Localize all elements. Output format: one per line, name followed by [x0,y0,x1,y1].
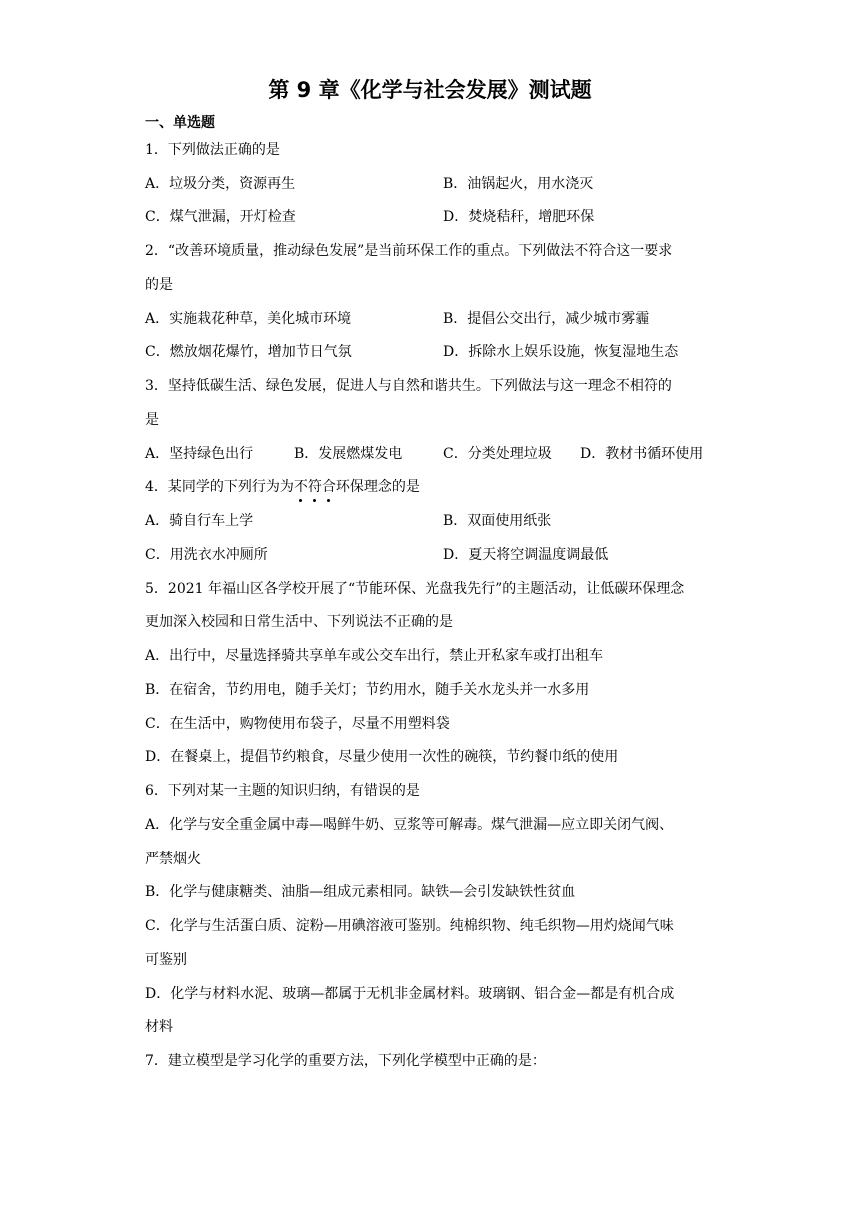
section-heading: 一、单选题 [145,115,215,131]
question-2-option-a: A．实施栽花种草，美化城市环境 [145,311,352,327]
question-3-option-c: C．分类处理垃圾 [443,446,552,462]
question-1-stem: 1．下列做法正确的是 [145,142,280,158]
question-6-option-c-cont: 可鉴别 [145,952,187,968]
question-3-stem: 3．坚持低碳生活、绿色发展，促进人与自然和谐共生。下列做法与这一理念不相符的 [145,378,672,394]
emphasis-char: 合 [321,479,336,495]
question-5-option-c: C．在生活中，购物使用布袋子，尽量不用塑料袋 [145,716,450,732]
question-5-option-d: D．在餐桌上，提倡节约粮食，尽量少使用一次性的碗筷，节约餐巾纸的使用 [145,749,619,765]
question-2-stem-cont: 的是 [145,277,173,293]
question-1-option-a: A．垃圾分类，资源再生 [145,176,296,192]
question-3-stem-cont: 是 [145,412,159,428]
question-1-option-c: C．煤气泄漏，开灯检查 [145,209,296,225]
question-4-option-c: C．用洗衣水冲厕所 [145,547,268,563]
question-4-stem-start: 4．某同学的下列行为为 [145,479,294,495]
question-1-option-b: B．油锅起火，用水浇灭 [443,176,594,192]
emphasis-char: 符 [307,479,322,495]
question-4-option-d: D．夏天将空调温度调最低 [443,547,609,563]
question-6-option-a: A．化学与安全重金属中毒—喝鲜牛奶、豆浆等可解毒。煤气泄漏—应立即关闭气阀、 [145,817,674,833]
question-5-stem: 5．2021 年福山区各学校开展了“节能环保、光盘我先行”的主题活动，让低碳环保理念 [145,581,685,597]
question-3-option-a: A．坚持绿色出行 [145,446,254,462]
question-3-option-d: D．教材书循环使用 [580,446,704,462]
question-2-option-c: C．燃放烟花爆竹，增加节日气氛 [145,344,352,360]
question-6-option-a-cont: 严禁烟火 [145,851,201,867]
question-5-option-b: B．在宿舍，节约用电，随手关灯；节约用水，随手关水龙头并一水多用 [145,682,590,698]
question-4-option-a: A．骑自行车上学 [145,513,254,529]
question-1-option-d: D．焚烧秸秆，增肥环保 [443,209,595,225]
question-6-option-d-cont: 材料 [145,1019,173,1035]
question-4-stem-end: 环保理念的是 [335,479,420,495]
question-5-stem-cont: 更加深入校园和日常生活中、下列说法不正确的是 [145,614,453,630]
question-5-option-a: A．出行中，尽量选择骑共享单车或公交车出行，禁止开私家车或打出租车 [145,648,604,664]
question-4-stem [145,477,420,497]
emphasis-char: 不 [293,479,308,495]
question-2-stem: 2．“改善环境质量，推动绿色发展”是当前环保工作的重点。下列做法不符合这一要求 [145,243,673,259]
question-6-option-c: C．化学与生活蛋白质、淀粉—用碘溶液可鉴别。纯棉织物、纯毛织物—用灼烧闻气味 [145,918,674,934]
page-title: 第 9 章《化学与社会发展》测试题 [268,78,592,102]
question-6-option-b: B．化学与健康糖类、油脂—组成元素相同。缺铁—会引发缺铁性贫血 [145,884,576,900]
question-4-option-b: B．双面使用纸张 [443,513,552,529]
question-6-stem: 6．下列对某一主题的知识归纳，有错误的是 [145,783,420,799]
question-2-option-d: D．拆除水上娱乐设施，恢复湿地生态 [443,344,679,360]
question-2-option-b: B．提倡公交出行，减少城市雾霾 [443,311,650,327]
question-7-stem: 7．建立模型是学习化学的重要方法，下列化学模型中正确的是： [145,1053,546,1069]
question-3-option-b: B．发展燃煤发电 [294,446,403,462]
question-6-option-d: D．化学与材料水泥、玻璃—都属于无机非金属材料。玻璃钢、铝合金—都是有机合成 [145,986,675,1002]
